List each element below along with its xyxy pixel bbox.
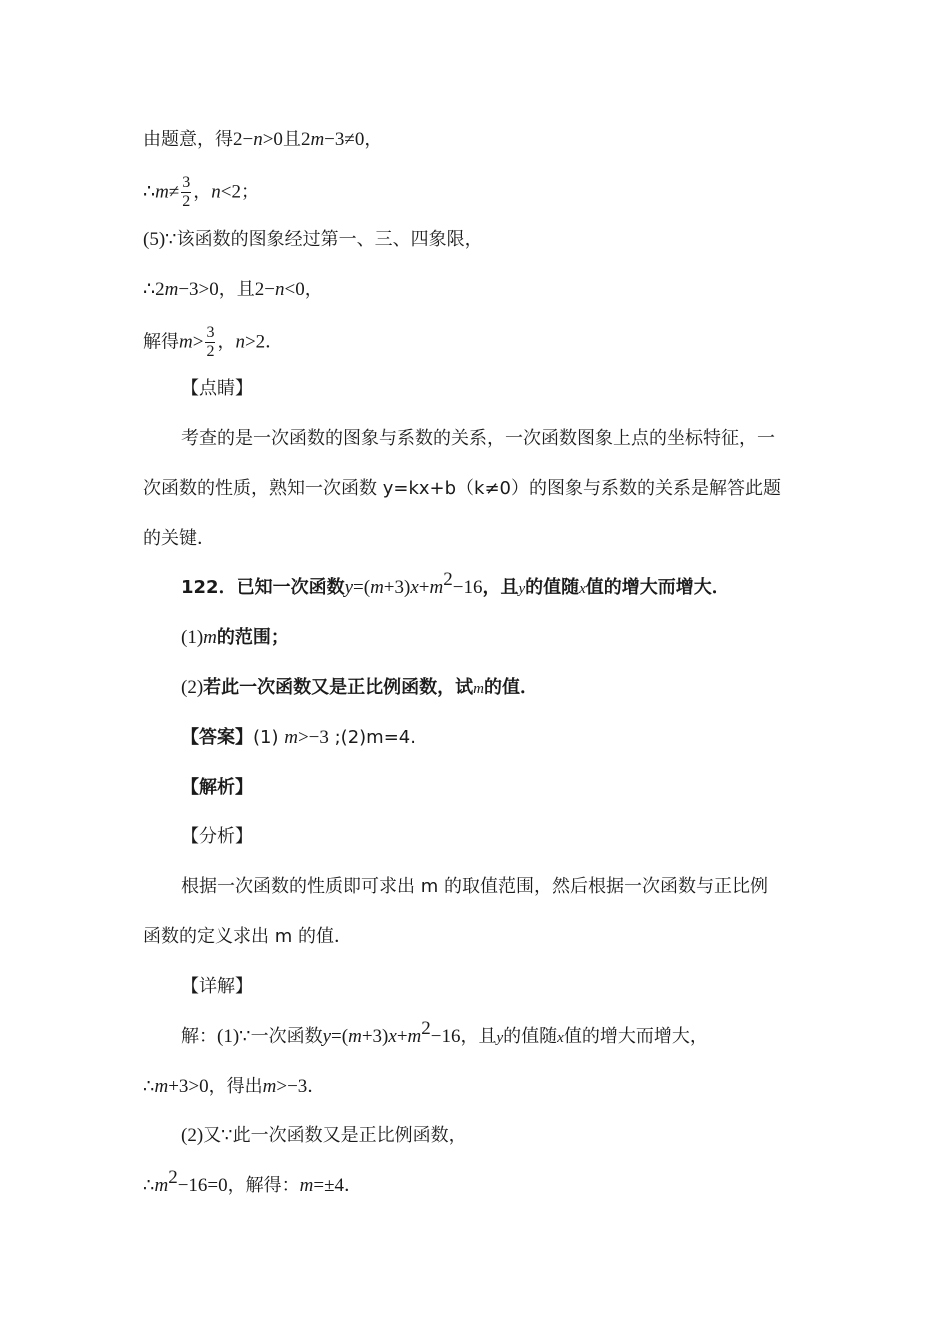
math-var: y <box>496 1030 504 1046</box>
math: −16 <box>430 1026 461 1047</box>
math: =( <box>331 1026 349 1047</box>
superscript: 2 <box>443 569 453 590</box>
math: <2 <box>220 181 241 203</box>
solution-line-2 <box>143 1073 325 1101</box>
line-result-2 <box>143 324 283 361</box>
line-result-1 <box>143 174 259 211</box>
solution-line-3 <box>181 1122 467 1150</box>
math: 2− <box>254 279 275 300</box>
math-var: m <box>262 1076 277 1097</box>
line-case-5 <box>143 226 483 254</box>
math-var: x <box>579 581 586 597</box>
math-var: n <box>235 331 245 353</box>
text: ∵一次函数 <box>239 1026 323 1047</box>
question-part-2 <box>181 674 538 703</box>
math: +3) <box>383 577 411 598</box>
text: ，解得： <box>227 1175 300 1196</box>
paragraph-line: 根据一次函数的性质即可求出 m 的取值范围，然后根据一次函数与正比例 <box>181 876 768 897</box>
math-var: y <box>322 1026 332 1047</box>
math-var: y <box>344 577 354 598</box>
math: (1) <box>181 627 204 648</box>
math: > <box>192 331 204 353</box>
text: 且 <box>282 129 301 150</box>
math: (5) <box>143 229 166 250</box>
text: 值的增大而增大， <box>563 1026 708 1047</box>
math: >0 <box>262 129 283 150</box>
text: ， <box>364 129 383 150</box>
text: 解得 <box>143 331 179 353</box>
math-var: x <box>410 577 419 598</box>
math-var: m <box>407 1026 422 1047</box>
numerator: 3 <box>206 324 215 341</box>
question-part-1 <box>181 624 289 652</box>
therefore-symbol: ∴ <box>143 1175 155 1196</box>
math-var: m <box>299 1175 314 1196</box>
math-var: m <box>203 627 217 648</box>
text: ，且 <box>218 279 255 300</box>
therefore-symbol: ∴ <box>143 279 156 300</box>
text: ，且 <box>460 1026 497 1047</box>
math: >−3 <box>276 1076 308 1097</box>
math-var: m <box>310 129 325 150</box>
heading-jiexi: 【解析】 <box>181 777 253 798</box>
text: ∵该函数的图象经过第一、三、四象限， <box>165 229 483 250</box>
math-var: m <box>284 727 298 748</box>
math: <0 <box>284 279 305 300</box>
math: +3>0 <box>168 1076 209 1097</box>
numerator: 3 <box>182 174 191 191</box>
superscript: 2 <box>168 1167 178 1188</box>
math: =±4 <box>313 1175 345 1196</box>
math-var: n <box>274 279 285 300</box>
text: ． <box>307 1076 326 1097</box>
text: ;(2)m=4. <box>328 727 416 748</box>
math-var: n <box>253 129 263 150</box>
math: (2) <box>181 677 204 698</box>
math: >−3 <box>297 727 329 748</box>
denominator: 2 <box>206 343 215 360</box>
answer-label: 【答案】 <box>181 727 253 748</box>
answer-line <box>181 724 416 752</box>
math: 2 <box>300 129 311 150</box>
text: 解： <box>181 1026 217 1047</box>
solution-line-4 <box>143 1167 363 1200</box>
paragraph-line: 考查的是一次函数的图象与系数的关系，一次函数图象上点的坐标特征，一 <box>181 428 775 449</box>
math: −3>0 <box>178 279 219 300</box>
math: −16=0 <box>177 1175 228 1196</box>
text: ， <box>193 181 212 203</box>
text: ； <box>240 181 259 203</box>
math: −3≠0 <box>324 129 365 150</box>
fraction <box>205 324 215 361</box>
math-var: x <box>388 1026 397 1047</box>
text: 122．已知一次函数 <box>181 577 345 598</box>
text: ， <box>217 331 236 353</box>
question-title <box>181 569 730 603</box>
paragraph-line: 的关键． <box>143 528 215 549</box>
text: 若此一次函数又是正比例函数，试 <box>203 677 474 698</box>
text: 的值随 <box>525 577 580 598</box>
heading-dianjing: 【点睛】 <box>181 378 253 399</box>
math-var: n <box>211 181 221 203</box>
math-var: m <box>429 577 444 598</box>
text: 由题意，得 <box>143 129 233 150</box>
fraction <box>181 174 191 211</box>
line-condition <box>143 126 382 154</box>
math: >2 <box>244 331 266 353</box>
math-var: m <box>370 577 384 598</box>
math-var: m <box>154 1076 169 1097</box>
text: 的值． <box>484 677 538 698</box>
therefore-symbol: ∴ <box>143 1076 155 1097</box>
math-var: y <box>518 581 526 597</box>
math: 2− <box>233 129 254 150</box>
math: 2 <box>155 279 165 300</box>
therefore-symbol: ∴ <box>143 181 156 203</box>
text: ． <box>265 331 284 353</box>
math: + <box>418 577 430 598</box>
text: ， <box>304 279 323 300</box>
text: 又∵此一次函数又是正比例函数， <box>203 1125 467 1146</box>
line-inequalities <box>143 276 323 304</box>
text: ，且 <box>482 577 519 598</box>
text: 的范围； <box>216 627 289 648</box>
heading-fenxi: 【分析】 <box>181 826 253 847</box>
math-var: m <box>164 279 179 300</box>
text: 的值随 <box>503 1026 558 1047</box>
math: =( <box>353 577 371 598</box>
paragraph-line: 次函数的性质，熟知一次函数 y=kx+b（k≠0）的图象与系数的关系是解答此题 <box>143 478 781 499</box>
text: ． <box>344 1175 363 1196</box>
math-var: m <box>348 1026 362 1047</box>
text: 值的增大而增大． <box>585 577 730 598</box>
math: (1) <box>217 1026 240 1047</box>
math-var: m <box>179 331 193 353</box>
solution-line-1 <box>181 1018 708 1052</box>
denominator: 2 <box>182 193 191 210</box>
math-var: m <box>154 1175 169 1196</box>
math-var: x <box>557 1030 564 1046</box>
superscript: 2 <box>421 1018 431 1039</box>
math: (2) <box>181 1125 204 1146</box>
math-var: m <box>155 181 169 203</box>
math: + <box>396 1026 408 1047</box>
text: ，得出 <box>208 1076 263 1097</box>
paragraph-line: 函数的定义求出 m 的值． <box>143 926 352 947</box>
text: (1) <box>253 727 285 748</box>
math: −16 <box>452 577 483 598</box>
math-var: m <box>473 681 484 697</box>
math: ≠ <box>168 181 180 203</box>
math: +3) <box>361 1026 389 1047</box>
heading-xiangjie: 【详解】 <box>181 976 253 997</box>
